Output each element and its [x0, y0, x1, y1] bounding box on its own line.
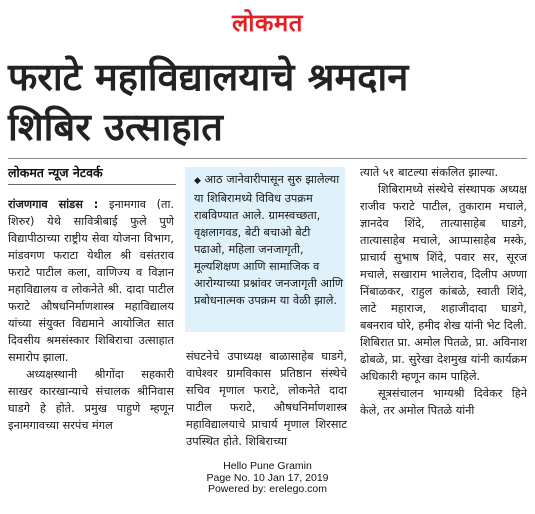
article-column-1 [8, 196, 174, 454]
dateline: रांजणगाव सांडस : [8, 198, 99, 211]
highlight-paragraph: आठ जानेवारीपासून सुरु झालेल्या या शिबिरामध्ये विविध उपक्रम राबविण्यात आले. ग्रामस्वच्छता, वृक्षलागवड, बेटी बचाओ बेटी पढाओ, महिला जनजागृती, मूल्यशिक्षण आणि सामाजिक व आरोग्याच्या प्रश्नांवर जनजागृती आणि प्रबोधनात्मक उपक्रम या वेळी झाले. [194, 173, 344, 307]
bullet-icon: ◆ [194, 176, 201, 186]
page-footer [0, 461, 535, 496]
article-column-3 [360, 164, 527, 454]
headline-line-2: शिबिर उत्साहात [8, 105, 223, 149]
headline-divider [8, 158, 527, 159]
paragraph-text: इनामगाव (ता. शिरुर) येथे सावित्रीबाई फुले पुणे विद्यापीठाच्या राष्ट्रीय सेवा योजना विभाग, मांडवगण फराटा येथील श्री वसंतराव फराटे पाटील कला, वाणिज्य व विज्ञान महाविद्यालय व लोकनेते श्री. दादा पाटील फराटे औषधनिर्माणशास्त्र महाविद्यालय यांच्या संयुक्त विद्यमाने आयोजित सात दिवसीय श्रमसंस्कार शिबिराचा उत्साहात समारोप झाला. [8, 198, 174, 364]
newspaper-logo: लोकमत [232, 9, 303, 37]
footer-page-info: Page No. 10 Jan 17, 2019 [206, 471, 329, 484]
article-paragraph: अध्यक्षस्थानी श्रीगोंदा सहकारी साखर कारखान्याचे संचालक श्रीनिवास घाडगे हे होते. प्रमुख पाहुणे म्हणून इनामगावच्या सरपंच मंगल [8, 368, 174, 432]
article-column-2 [186, 348, 347, 454]
article-paragraph [8, 196, 174, 366]
article-paragraph: सूत्रसंचालन भाग्यश्री दिवेकर हिने केले, तर अमोल पितळे यांनी [360, 387, 527, 417]
footer-edition: Hello Pune Gramin [223, 460, 312, 472]
byline-underline [8, 184, 176, 185]
article-paragraph: संघटनेचे उपाध्यक्ष बाळासाहेब घाडगे, वाघेश्वर ग्रामविकास प्रतिष्ठान संस्थेचे सचिव मृणाल फराटे, लोकनेते दादा पाटील फराटे, औषधनिर्माणशास्त्र महाविद्यालयाचे प्राचार्य मृणाल शिरसाट उपस्थित होते. शिबिराच्या [186, 350, 347, 448]
article-headline [8, 52, 528, 152]
article-paragraph: शिबिरामध्ये संस्थेचे संस्थापक अध्यक्ष राजीव फराटे पाटील, तुकाराम मचाले, ज्ञानदेव शिंदे, तात्यासाहेब घाडगे, तात्यासाहेब मचाले, आप्पासाहेब मस्के, प्राचार्य सुभाष शिंदे, पवार सर, सूरज मचाले, सखाराम भालेराव, दिलीप अण्णा निंबाळकर, राहुल कांबळे, स्वाती शिंदे, लाटे महाराज, शहाजीदादा घाडगे, बबनराव घोरे, हमीद शेख यांनी भेट दिली. शिबिरात प्रा. अमोल पितळे, प्रा. अविनाश ढोबळे, प्रा. सुरेखा देशमुख यांनी कार्यक्रम अधिकारी म्हणून काम पाहिले. [360, 183, 527, 383]
headline-line-1: फराटे महाविद्यालयाचे श्रमदान [8, 55, 409, 99]
highlight-text [194, 171, 344, 309]
article-paragraph: त्याते ५१ बाटल्या संकलित झाल्या. [360, 166, 499, 179]
footer-powered-by: Powered by: erelego.com [207, 483, 328, 495]
byline: लोकमत न्यूज नेटवर्क [8, 165, 103, 180]
